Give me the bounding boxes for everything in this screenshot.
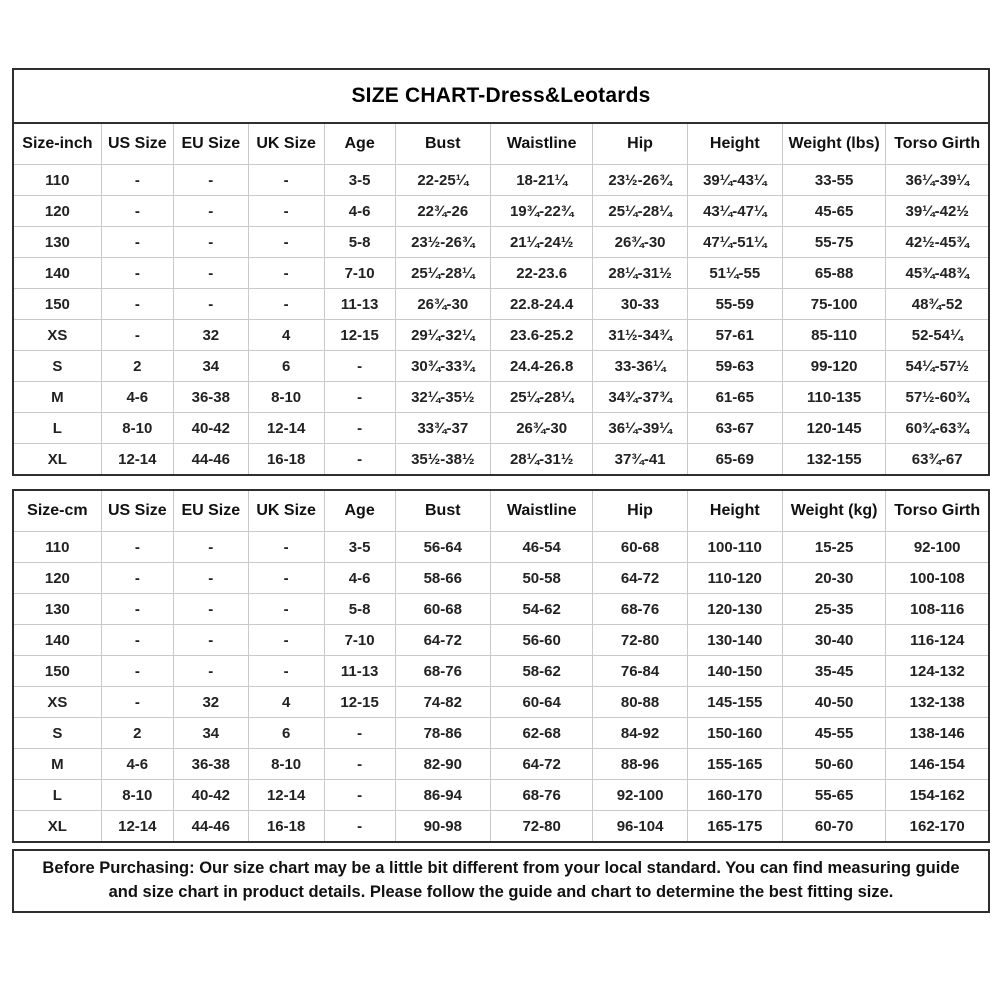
table-cell: M (13, 382, 101, 413)
table-row (13, 289, 989, 320)
table-cell: - (173, 532, 248, 563)
column-header: EU Size (173, 123, 248, 165)
table-cell: 60-68 (395, 594, 490, 625)
size-table-inch (12, 122, 990, 476)
table-cell: 34 (173, 351, 248, 382)
table-cell: 150-160 (687, 718, 782, 749)
table-cell: 22-23.6 (490, 258, 593, 289)
table-cell: 124-132 (886, 656, 989, 687)
table-cell: 120-145 (782, 413, 885, 444)
table-cell: 100-110 (687, 532, 782, 563)
table-cell: - (173, 594, 248, 625)
table-cell: 56-64 (395, 532, 490, 563)
table-cell: 50-60 (782, 749, 885, 780)
table-cell: 162-170 (886, 811, 989, 843)
table-cell: - (324, 382, 395, 413)
table-cell: 4-6 (101, 382, 173, 413)
table-cell: 68-76 (490, 780, 593, 811)
table-row (13, 320, 989, 351)
table-cell: - (248, 289, 324, 320)
header-row (13, 490, 989, 532)
table-cell: 22.8-24.4 (490, 289, 593, 320)
table-cell: 72-80 (490, 811, 593, 843)
table-cell: 55-59 (687, 289, 782, 320)
table-cell: 165-175 (687, 811, 782, 843)
table-cell: 33-55 (782, 165, 885, 196)
table-cell: 30-40 (782, 625, 885, 656)
table-cell: 132-155 (782, 444, 885, 476)
table-cell: 60¾-63¾ (886, 413, 989, 444)
table-row (13, 351, 989, 382)
table-cell: 80-88 (593, 687, 687, 718)
table-cell: 58-62 (490, 656, 593, 687)
table-cell: 23½-26¾ (395, 227, 490, 258)
table-cell: 23.6-25.2 (490, 320, 593, 351)
table-cell: 35½-38½ (395, 444, 490, 476)
column-header: Torso Girth (886, 490, 989, 532)
table-row (13, 749, 989, 780)
page-title: SIZE CHART-Dress&Leotards (351, 84, 651, 107)
table-cell: 63¾-67 (886, 444, 989, 476)
table-row (13, 382, 989, 413)
table-cell: 7-10 (324, 625, 395, 656)
table-cell: S (13, 351, 101, 382)
table-cell: L (13, 780, 101, 811)
table-cell: 30-33 (593, 289, 687, 320)
table-cell: 110-135 (782, 382, 885, 413)
table-cell: 146-154 (886, 749, 989, 780)
table-cell: 34¾-37¾ (593, 382, 687, 413)
table-cell: 37¾-41 (593, 444, 687, 476)
table-cell: 108-116 (886, 594, 989, 625)
table-cell: 40-42 (173, 780, 248, 811)
table-cell: 110 (13, 165, 101, 196)
table-row (13, 413, 989, 444)
table-cell: 5-8 (324, 594, 395, 625)
table-cell: 75-100 (782, 289, 885, 320)
table-cell: 45¾-48¾ (886, 258, 989, 289)
table-cell: L (13, 413, 101, 444)
table-cell: 33¾-37 (395, 413, 490, 444)
column-header: Bust (395, 490, 490, 532)
table-cell: 46-54 (490, 532, 593, 563)
table-cell: - (101, 320, 173, 351)
table-cell: 25¼-28¼ (395, 258, 490, 289)
table-cell: - (248, 227, 324, 258)
table-cell: 60-70 (782, 811, 885, 843)
table-cell: - (173, 196, 248, 227)
table-cell: 64-72 (395, 625, 490, 656)
table-cell: - (101, 594, 173, 625)
table-cell: 11-13 (324, 289, 395, 320)
table-cell: 30¾-33¾ (395, 351, 490, 382)
table-cell: - (173, 227, 248, 258)
table-cell: 12-14 (248, 413, 324, 444)
table-cell: 12-14 (101, 811, 173, 843)
column-header: Waistline (490, 123, 593, 165)
size-table-cm (12, 489, 990, 843)
table-cell: 18-21¼ (490, 165, 593, 196)
table-cell: 21¼-24½ (490, 227, 593, 258)
table-cell: XL (13, 444, 101, 476)
table-cell: 43¼-47¼ (687, 196, 782, 227)
column-header: Waistline (490, 490, 593, 532)
table-cell: 32 (173, 687, 248, 718)
column-header: Height (687, 490, 782, 532)
table-cell: 28¼-31½ (490, 444, 593, 476)
table-cell: 33-36¼ (593, 351, 687, 382)
table-cell: 26¾-30 (395, 289, 490, 320)
table-cell: - (248, 165, 324, 196)
column-header: Hip (593, 123, 687, 165)
table-cell: - (101, 532, 173, 563)
table-row (13, 811, 989, 843)
table-cell: - (173, 656, 248, 687)
table-cell: 110-120 (687, 563, 782, 594)
table-row (13, 258, 989, 289)
table-cell: - (248, 656, 324, 687)
table-cell: 6 (248, 718, 324, 749)
table-cell: 29¼-32¼ (395, 320, 490, 351)
size-table-inch-wrap (12, 122, 990, 476)
table-cell: 32¼-35½ (395, 382, 490, 413)
column-header: Age (324, 123, 395, 165)
table-cell: 96-104 (593, 811, 687, 843)
table-cell: 68-76 (593, 594, 687, 625)
table-cell: 62-68 (490, 718, 593, 749)
table-cell: 150 (13, 289, 101, 320)
table-cell: - (101, 625, 173, 656)
table-cell: - (324, 749, 395, 780)
table-cell: 64-72 (490, 749, 593, 780)
size-table-cm-wrap (12, 489, 990, 843)
table-cell: 68-76 (395, 656, 490, 687)
table-cell: 48¾-52 (886, 289, 989, 320)
table-cell: - (173, 563, 248, 594)
table-cell: 8-10 (248, 382, 324, 413)
table-cell: 160-170 (687, 780, 782, 811)
table-cell: 85-110 (782, 320, 885, 351)
table-cell: 24.4-26.8 (490, 351, 593, 382)
table-cell: 58-66 (395, 563, 490, 594)
table-cell: - (101, 258, 173, 289)
table-cell: 55-75 (782, 227, 885, 258)
table-cell: - (173, 258, 248, 289)
table-cell: 84-92 (593, 718, 687, 749)
table-cell: 3-5 (324, 532, 395, 563)
table-cell: 40-42 (173, 413, 248, 444)
table-cell: 140 (13, 625, 101, 656)
table-cell: 45-55 (782, 718, 885, 749)
column-header: Weight (lbs) (782, 123, 885, 165)
table-cell: 12-14 (248, 780, 324, 811)
table-cell: 36¼-39¼ (593, 413, 687, 444)
table-cell: 3-5 (324, 165, 395, 196)
column-header: Size-inch (13, 123, 101, 165)
table-cell: 88-96 (593, 749, 687, 780)
table-cell: 26¾-30 (593, 227, 687, 258)
table-cell: 34 (173, 718, 248, 749)
table-cell: 51¼-55 (687, 258, 782, 289)
table-cell: - (248, 258, 324, 289)
table-cell: - (101, 656, 173, 687)
table-cell: 86-94 (395, 780, 490, 811)
table-cell: 110 (13, 532, 101, 563)
table-cell: 35-45 (782, 656, 885, 687)
table-cell: 25¼-28¼ (593, 196, 687, 227)
table-cell: 92-100 (886, 532, 989, 563)
table-cell: 25-35 (782, 594, 885, 625)
table-cell: - (173, 289, 248, 320)
table-cell: 138-146 (886, 718, 989, 749)
table-cell: 132-138 (886, 687, 989, 718)
table-cell: 12-15 (324, 687, 395, 718)
column-header: Bust (395, 123, 490, 165)
table-cell: - (324, 718, 395, 749)
table-cell: 60-68 (593, 532, 687, 563)
table-row (13, 625, 989, 656)
table-cell: 28¼-31½ (593, 258, 687, 289)
table-cell: - (248, 563, 324, 594)
table-cell: - (173, 625, 248, 656)
table-cell: - (248, 532, 324, 563)
size-chart-sheet (12, 68, 990, 913)
table-cell: 4-6 (324, 196, 395, 227)
table-row (13, 444, 989, 476)
table-cell: 78-86 (395, 718, 490, 749)
table-cell: 155-165 (687, 749, 782, 780)
table-cell: 92-100 (593, 780, 687, 811)
table-cell: 16-18 (248, 444, 324, 476)
table-cell: 82-90 (395, 749, 490, 780)
table-cell: - (248, 625, 324, 656)
table-cell: 6 (248, 351, 324, 382)
table-cell: 120-130 (687, 594, 782, 625)
table-cell: 60-64 (490, 687, 593, 718)
table-cell: - (101, 196, 173, 227)
table-cell: 15-25 (782, 532, 885, 563)
table-cell: 130 (13, 594, 101, 625)
table-cell: 32 (173, 320, 248, 351)
table-cell: 59-63 (687, 351, 782, 382)
table-cell: 72-80 (593, 625, 687, 656)
table-cell: 90-98 (395, 811, 490, 843)
table-cell: 130 (13, 227, 101, 258)
table-cell: 25¼-28¼ (490, 382, 593, 413)
table-cell: 22¾-26 (395, 196, 490, 227)
table-cell: 99-120 (782, 351, 885, 382)
column-header: Torso Girth (886, 123, 989, 165)
table-cell: 31½-34¾ (593, 320, 687, 351)
table-cell: 5-8 (324, 227, 395, 258)
column-header: Age (324, 490, 395, 532)
table-cell: 130-140 (687, 625, 782, 656)
column-header: Size-cm (13, 490, 101, 532)
table-row (13, 718, 989, 749)
table-cell: 54¼-57½ (886, 351, 989, 382)
table-cell: 120 (13, 196, 101, 227)
column-header: UK Size (248, 490, 324, 532)
table-row (13, 196, 989, 227)
table-row (13, 656, 989, 687)
table-cell: - (324, 351, 395, 382)
table-cell: 7-10 (324, 258, 395, 289)
table-cell: 56-60 (490, 625, 593, 656)
table-cell: 36¼-39¼ (886, 165, 989, 196)
table-cell: 52-54¼ (886, 320, 989, 351)
table-row (13, 227, 989, 258)
table-row (13, 687, 989, 718)
table-cell: 150 (13, 656, 101, 687)
table-cell: - (248, 594, 324, 625)
table-cell: 100-108 (886, 563, 989, 594)
table-row (13, 532, 989, 563)
table-cell: 12-15 (324, 320, 395, 351)
column-header: EU Size (173, 490, 248, 532)
table-cell: S (13, 718, 101, 749)
table-cell: 61-65 (687, 382, 782, 413)
table-cell: 4-6 (101, 749, 173, 780)
table-cell: 8-10 (248, 749, 324, 780)
table-cell: 145-155 (687, 687, 782, 718)
table-cell: - (324, 413, 395, 444)
column-header: Weight (kg) (782, 490, 885, 532)
table-cell: 2 (101, 351, 173, 382)
table-cell: 74-82 (395, 687, 490, 718)
table-cell: 65-69 (687, 444, 782, 476)
table-cell: 42½-45¾ (886, 227, 989, 258)
table-cell: 11-13 (324, 656, 395, 687)
table-cell: 140-150 (687, 656, 782, 687)
table-cell: 23½-26¾ (593, 165, 687, 196)
table-cell: 26¾-30 (490, 413, 593, 444)
table-cell: XS (13, 320, 101, 351)
table-cell: - (101, 165, 173, 196)
table-cell: 57-61 (687, 320, 782, 351)
column-header: UK Size (248, 123, 324, 165)
table-cell: XL (13, 811, 101, 843)
table-cell: 36-38 (173, 382, 248, 413)
header-row (13, 123, 989, 165)
column-header: Height (687, 123, 782, 165)
table-cell: 65-88 (782, 258, 885, 289)
table-cell: 63-67 (687, 413, 782, 444)
table-cell: 4 (248, 320, 324, 351)
table-cell: - (324, 444, 395, 476)
table-cell: 116-124 (886, 625, 989, 656)
table-row (13, 563, 989, 594)
table-cell: 2 (101, 718, 173, 749)
purchase-note-box (12, 849, 990, 913)
table-cell: 47¼-51¼ (687, 227, 782, 258)
table-cell: - (101, 687, 173, 718)
table-row (13, 594, 989, 625)
table-cell: 8-10 (101, 780, 173, 811)
table-cell: 4-6 (324, 563, 395, 594)
table-cell: 55-65 (782, 780, 885, 811)
table-cell: 45-65 (782, 196, 885, 227)
table-cell: 76-84 (593, 656, 687, 687)
column-header: Hip (593, 490, 687, 532)
table-cell: 4 (248, 687, 324, 718)
table-cell: 22-25¼ (395, 165, 490, 196)
table-cell: 19¾-22¾ (490, 196, 593, 227)
table-cell: 44-46 (173, 444, 248, 476)
table-cell: 50-58 (490, 563, 593, 594)
table-cell: 16-18 (248, 811, 324, 843)
table-cell: 44-46 (173, 811, 248, 843)
table-cell: 57½-60¾ (886, 382, 989, 413)
column-header: US Size (101, 490, 173, 532)
table-cell: 39¼-43¼ (687, 165, 782, 196)
table-cell: 120 (13, 563, 101, 594)
table-cell: - (101, 227, 173, 258)
table-cell: - (101, 563, 173, 594)
purchase-note: Before Purchasing: Our size chart may be a little bit different from your local standard. You can find measuring guide and size chart in product details. Please follow the guide and chart to determine the best fitting size. (42, 859, 960, 901)
table-cell: 20-30 (782, 563, 885, 594)
table-cell: - (101, 289, 173, 320)
table-cell: XS (13, 687, 101, 718)
table-cell: - (248, 196, 324, 227)
table-row (13, 780, 989, 811)
table-cell: - (173, 165, 248, 196)
table-cell: 154-162 (886, 780, 989, 811)
table-cell: - (324, 811, 395, 843)
table-cell: M (13, 749, 101, 780)
table-cell: 36-38 (173, 749, 248, 780)
table-cell: 64-72 (593, 563, 687, 594)
table-cell: 39¼-42½ (886, 196, 989, 227)
title-box (12, 68, 990, 124)
table-row (13, 165, 989, 196)
table-cell: 40-50 (782, 687, 885, 718)
table-cell: 8-10 (101, 413, 173, 444)
table-cell: 140 (13, 258, 101, 289)
table-cell: 54-62 (490, 594, 593, 625)
column-header: US Size (101, 123, 173, 165)
table-cell: - (324, 780, 395, 811)
table-cell: 12-14 (101, 444, 173, 476)
